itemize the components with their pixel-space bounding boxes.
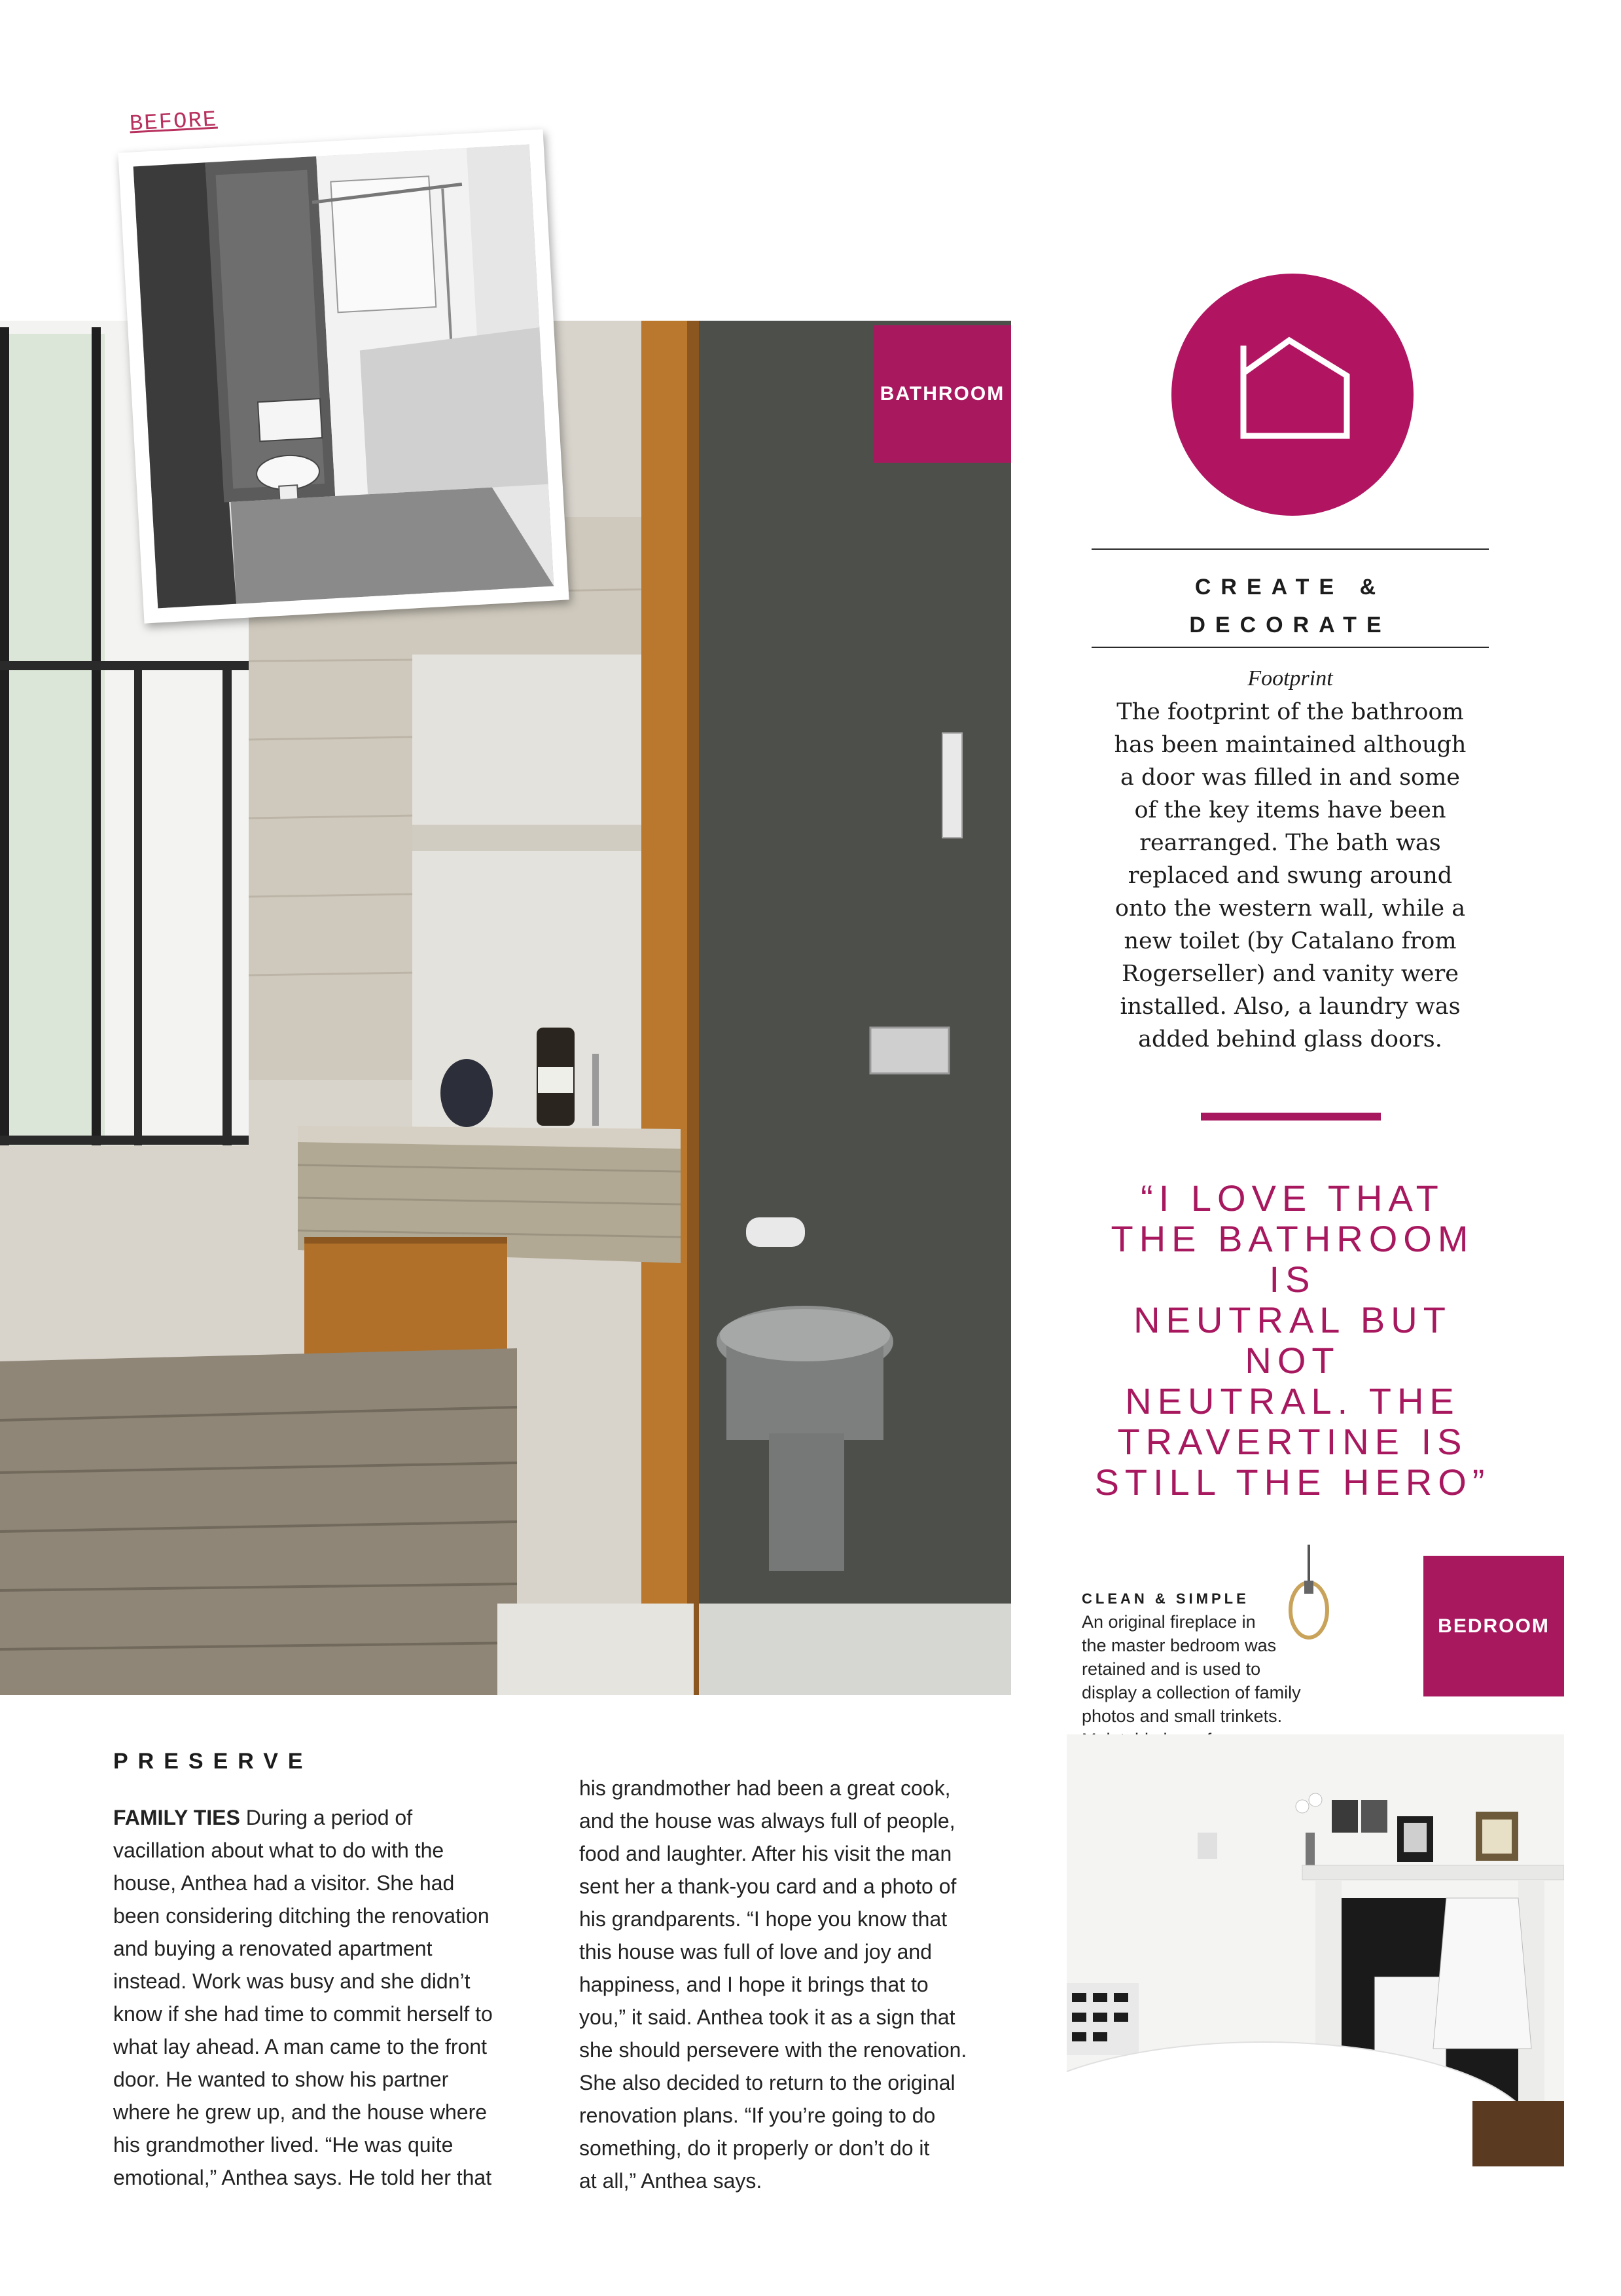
article-line: and the house was always full of people, — [579, 1809, 955, 1833]
article-line: house, Anthea had a visitor. She had — [113, 1871, 455, 1895]
footprint-line: The footprint of the bathroom — [1116, 699, 1464, 725]
article-line: his grandmother had been a great cook, — [579, 1776, 951, 1800]
footprint-line: replaced and swung around — [1128, 863, 1453, 889]
footprint-title: Footprint — [1247, 666, 1333, 691]
article-line: instead. Work was busy and she didn’t — [113, 1969, 471, 1993]
bedroom-photo — [1067, 1734, 1564, 2166]
footprint-line: onto the western wall, while a — [1114, 895, 1466, 922]
article-line: been considering ditching the renovation — [113, 1904, 490, 1928]
divider-top — [1092, 548, 1489, 550]
article-line: his grandmother lived. “He was quite — [113, 2133, 454, 2157]
quote-line: TRAVERTINE IS — [1117, 1421, 1468, 1462]
article-line: sent her a thank-you card and a photo of — [579, 1874, 957, 1898]
quote-line: STILL THE HERO” — [1094, 1462, 1491, 1503]
footprint-line: new toilet (by Catalano from — [1124, 928, 1457, 954]
caption-line: photos and small trinkets. — [1082, 1706, 1283, 1726]
family-ties-runin: FAMILY TIES — [113, 1806, 240, 1829]
caption-line: An original fireplace in — [1082, 1612, 1256, 1632]
footprint-line: Rogerseller) and vanity were — [1122, 961, 1459, 987]
before-bathroom-illustration — [134, 145, 554, 609]
before-label: BEFORE — [129, 107, 219, 137]
create-decorate-line-1: CREATE & — [1194, 575, 1386, 600]
quote-line: NEUTRAL. THE — [1125, 1380, 1460, 1422]
article-line: door. He wanted to show his partner — [113, 2068, 449, 2091]
footprint-line: a door was filled in and some — [1120, 764, 1461, 791]
create-decorate-line-2: DECORATE — [1189, 613, 1391, 637]
article-line: you,” it said. Anthea took it as a sign that — [579, 2005, 955, 2029]
bathroom-tag: BATHROOM — [874, 325, 1011, 463]
pink-divider — [1201, 1113, 1381, 1121]
article-line: renovation plans. “If you’re going to do — [579, 2104, 936, 2127]
article-line — [113, 1801, 539, 1834]
footprint-line: added behind glass doors. — [1138, 1026, 1442, 1052]
caption-line: display a collection of family — [1082, 1683, 1301, 1702]
article-line: where he grew up, and the house where — [113, 2100, 488, 2124]
article-line: what lay ahead. A man came to the front — [113, 2035, 488, 2058]
caption-line: retained and is used to — [1082, 1659, 1261, 1679]
quote-line: “I LOVE THAT — [1141, 1177, 1444, 1219]
article-line: emotional,” Anthea says. He told her that — [113, 2166, 492, 2189]
footprint-line: of the key items have been — [1134, 797, 1446, 823]
pull-quote — [1080, 1178, 1505, 1503]
article-line: know if she had time to commit herself to — [113, 2002, 493, 2026]
article-line: food and laughter. After his visit the man — [579, 1842, 952, 1865]
article-line: happiness, and I hope it brings that to — [579, 1973, 929, 1996]
footprint-line: has been maintained although — [1114, 732, 1467, 758]
create-decorate-heading — [1092, 568, 1489, 644]
footprint-line: installed. Also, a laundry was — [1120, 994, 1461, 1020]
divider-bottom — [1092, 647, 1489, 648]
article-line: at all,” Anthea says. — [579, 2169, 762, 2193]
quote-line: NEUTRAL BUT NOT — [1133, 1299, 1452, 1381]
footprint-line: rearranged. The bath was — [1139, 830, 1441, 856]
house-outline-icon — [1171, 274, 1414, 516]
article-column-1 — [113, 1801, 539, 2194]
article-column-2 — [579, 1772, 1005, 2197]
article-line: She also decided to return to the original — [579, 2071, 955, 2094]
bedroom-tag: BEDROOM — [1423, 1556, 1564, 1696]
clean-simple-heading: CLEAN & SIMPLE — [1082, 1590, 1249, 1607]
before-photo — [118, 129, 569, 623]
article-line: and buying a renovated apartment — [113, 1937, 433, 1960]
article-line: vacillation about what to do with the — [113, 1839, 444, 1862]
article-line: something, do it properly or don’t do it — [579, 2136, 930, 2160]
preserve-heading: PRESERVE — [113, 1749, 313, 1774]
article-line: his grandparents. “I hope you know that — [579, 1907, 948, 1931]
article-first-line: During a period of — [240, 1806, 413, 1829]
footprint-body — [1092, 696, 1489, 1056]
article-line: this house was full of love and joy and — [579, 1940, 932, 1964]
bedroom-illustration — [1067, 1734, 1564, 2166]
quote-line: THE BATHROOM IS — [1111, 1218, 1474, 1300]
caption-line: the master bedroom was — [1082, 1636, 1277, 1655]
article-line: she should persevere with the renovation. — [579, 2038, 967, 2062]
